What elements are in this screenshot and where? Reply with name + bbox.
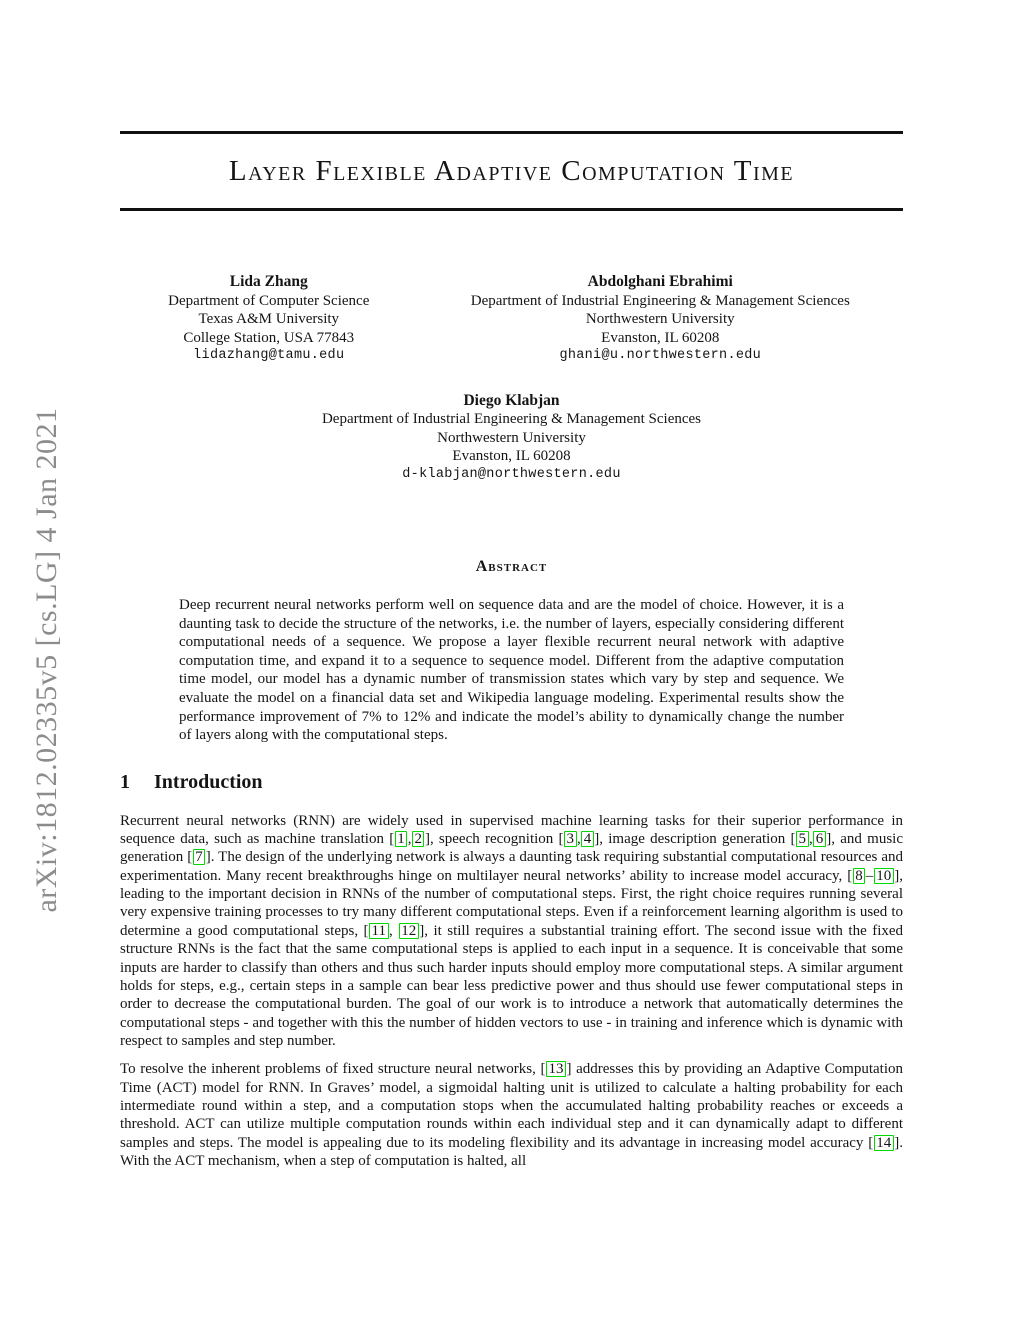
citation-link[interactable]: 7: [193, 849, 206, 865]
author-affiliation-line: Northwestern University: [437, 429, 586, 446]
citation-link[interactable]: 4: [581, 831, 594, 847]
author-name: Abdolghani Ebrahimi: [587, 273, 733, 290]
paper-title: Layer Flexible Adaptive Computation Time: [228, 155, 795, 187]
citation-link[interactable]: 14: [874, 1135, 894, 1151]
author-name: Diego Klabjan: [463, 391, 560, 409]
author-email: lidazhang@tamu.edu: [193, 348, 345, 363]
section-heading-introduction: [120, 771, 903, 794]
author-block-diego-klabjan: [120, 392, 903, 485]
citation-link[interactable]: 1: [395, 831, 408, 847]
author-affiliation-line: Department of Industrial Engineering & Management Sciences: [321, 411, 702, 427]
author-email: ghani@u.northwestern.edu: [559, 348, 762, 363]
author-affiliation-line: College Station, USA 77843: [183, 329, 355, 346]
abstract-text: Deep recurrent neural networks perform well on sequence data and are the model of choice. However, it is a daunting task to decide the structure of the networks, i.e. the number of layers, especially considering different computational needs of a sequence. We propose a layer flexible recurrent neural network with adaptive computation time, and expand it to a sequence to sequence model. Different from the adaptive computation time model, our model has a dynamic number of transmission states which vary by step and sequence. We evaluate the model on a financial data set and Wikipedia language modeling. Experimental results show the performance improvement of 7% to 12% and indicate the model’s ability to dynamically change the number of layers along with the computational steps.: [179, 597, 844, 744]
section-title: Introduction: [154, 770, 263, 793]
author-affiliation-line: Evanston, IL 60208: [601, 329, 720, 346]
citation-link[interactable]: 13: [546, 1061, 566, 1077]
citation-link[interactable]: 8: [853, 868, 866, 884]
author-email: d-klabjan@northwestern.edu: [402, 466, 621, 482]
section-number: 1: [120, 770, 130, 793]
citation-link[interactable]: 6: [813, 831, 826, 847]
author-affiliation-line: Department of Industrial Engineering & Management Sciences: [470, 292, 850, 309]
author-affiliation-line: Texas A&M University: [198, 311, 340, 327]
citation-link[interactable]: 2: [412, 831, 425, 847]
citation-link[interactable]: 3: [564, 831, 577, 847]
title-rule-bottom: [120, 208, 903, 211]
citation-link[interactable]: 5: [796, 831, 809, 847]
citation-link[interactable]: 10: [874, 868, 894, 884]
arxiv-stamp: arXiv:1812.02335v5 [cs.LG] 4 Jan 2021: [30, 407, 63, 913]
paper-content: [120, 0, 903, 1170]
author-block-abdolghani-ebrahimi: [418, 273, 903, 366]
author-affiliation-line: Department of Computer Science: [168, 292, 370, 309]
author-name: Lida Zhang: [229, 273, 308, 290]
author-affiliation-line: Evanston, IL 60208: [452, 448, 571, 464]
citation-link[interactable]: 12: [399, 923, 419, 939]
authors-row-1: [120, 273, 903, 366]
author-block-lida-zhang: [120, 273, 418, 366]
citation-link[interactable]: 11: [369, 923, 388, 939]
intro-paragraph-2: To resolve the inherent problems of fixed structure neural networks, [ 13 ] addresses this by providing an Adaptive Computation Time (ACT) model for RNN. In Graves’ model, a sigmoidal halting unit is utilized to calculate a halting probability for each intermediate round within a step, and a computation stops when the accumulated halting probability reaches or exceeds a threshold. ACT can utilize multiple computation rounds within each individual step and it can dynamically adapt to different samples and steps. The model is appealing due to its modeling flexibility and its advantage in increasing model accuracy [ 14 ]. With the ACT mechanism, when a step of computation is halted, all: [120, 1061, 904, 1169]
abstract-heading: Abstract: [475, 558, 548, 575]
intro-paragraph-1: Recurrent neural networks (RNN) are widely used in supervised machine learning tasks for their superior performance in sequence data, such as machine translation [ 1 , 2 ], speech recognition [ 3 , 4 ], image description generation [ 5 , 6 ], and music generation [ 7 ]. The design of the underlying network is always a daunting task requiring substantial computational resources and experimentation. Many recent breakthroughs hinge on multilayer neural networks’ ability to increase model accuracy, [ 8 – 10 ], leading to the important decision in RNNs of the number of computational steps. First, the right choice requires running several very expensive training processes to try many different computational steps. Even if a reinforcement learning algorithm is used to determine a good computational steps, [ 11 , 12 ], it still requires a substantial training effort. The second issue with the fixed structure RNNs is the fact that the same computational steps is applied to each input in a sequence. It is conceivable that some inputs are harder to classify than others and thus such harder inputs should employ more computational steps. A similar argument holds for steps, e.g., certain steps in a sample can bear less predictive power and thus should use fewer computational steps in order to decrease the computational burden. The goal of our work is to introduce a network that automatically determines the computational steps - and together with this the number of hidden vectors to use - in training and inference which is dynamic with respect to samples and step number.: [120, 812, 904, 1049]
author-affiliation-line: Northwestern University: [585, 311, 735, 327]
